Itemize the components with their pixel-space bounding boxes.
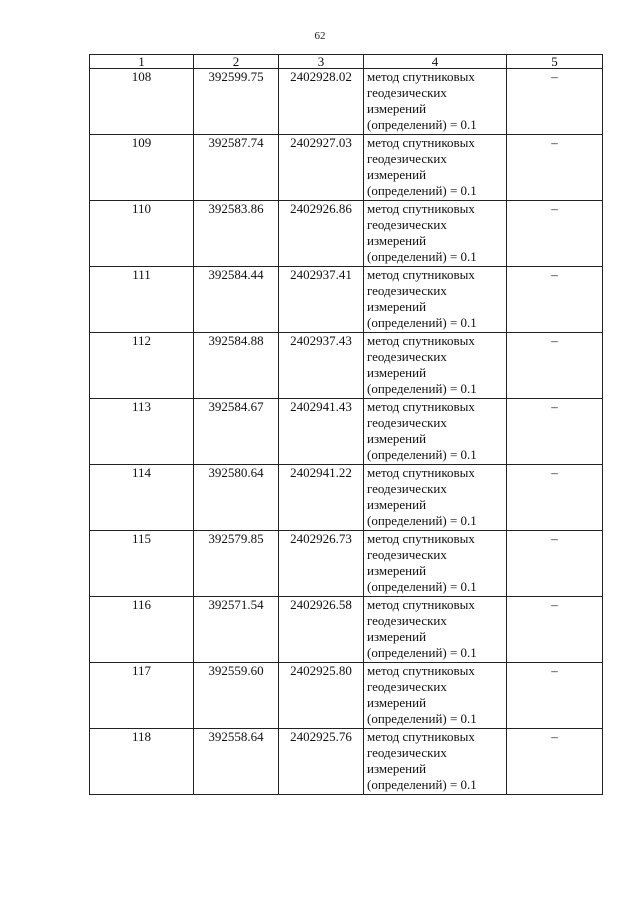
note-cell: – xyxy=(507,69,603,135)
table-row xyxy=(90,267,603,333)
method-cell xyxy=(364,531,507,597)
y-coordinate-cell: 2402926.58 xyxy=(279,597,364,663)
y-coordinate-cell: 2402926.73 xyxy=(279,531,364,597)
y-coordinate-cell: 2402941.43 xyxy=(279,399,364,465)
method-text-line: метод спутниковых xyxy=(367,729,475,744)
method-text-line: геодезических xyxy=(367,481,447,496)
point-number-cell: 108 xyxy=(90,69,194,135)
point-number-cell: 117 xyxy=(90,663,194,729)
point-number-cell: 111 xyxy=(90,267,194,333)
method-cell xyxy=(364,597,507,663)
method-text-line: измерений xyxy=(367,299,427,314)
method-text-line: (определений) = 0.1 xyxy=(367,777,477,792)
method-text-line: измерений xyxy=(367,695,427,710)
method-text-line: измерений xyxy=(367,101,427,116)
method-cell xyxy=(364,663,507,729)
method-text-line: (определений) = 0.1 xyxy=(367,645,477,660)
note-cell: – xyxy=(507,663,603,729)
table-row xyxy=(90,399,603,465)
point-number-cell: 110 xyxy=(90,201,194,267)
method-text-line: (определений) = 0.1 xyxy=(367,183,477,198)
method-text-line: измерений xyxy=(367,761,427,776)
column-header: 2 xyxy=(194,55,279,69)
method-text-line: геодезических xyxy=(367,217,447,232)
point-number-cell: 112 xyxy=(90,333,194,399)
method-text-line: (определений) = 0.1 xyxy=(367,381,477,396)
method-text-line: геодезических xyxy=(367,547,447,562)
column-header: 1 xyxy=(90,55,194,69)
table-row xyxy=(90,663,603,729)
y-coordinate-cell: 2402925.80 xyxy=(279,663,364,729)
method-text-line: (определений) = 0.1 xyxy=(367,315,477,330)
method-text-line: метод спутниковых xyxy=(367,135,475,150)
method-text-line: метод спутниковых xyxy=(367,69,475,84)
coordinates-table xyxy=(89,54,603,795)
point-number-cell: 114 xyxy=(90,465,194,531)
method-text-line: геодезических xyxy=(367,415,447,430)
method-text-line: (определений) = 0.1 xyxy=(367,117,477,132)
note-cell: – xyxy=(507,597,603,663)
table-header-row xyxy=(90,55,603,69)
method-text-line: геодезических xyxy=(367,613,447,628)
method-text-line: метод спутниковых xyxy=(367,201,475,216)
method-cell xyxy=(364,399,507,465)
method-text-line: метод спутниковых xyxy=(367,399,475,414)
method-text-line: метод спутниковых xyxy=(367,465,475,480)
method-cell xyxy=(364,201,507,267)
table-row xyxy=(90,531,603,597)
method-cell xyxy=(364,135,507,201)
table-row xyxy=(90,135,603,201)
x-coordinate-cell: 392579.85 xyxy=(194,531,279,597)
method-text-line: измерений xyxy=(367,563,427,578)
method-cell xyxy=(364,729,507,795)
method-text-line: (определений) = 0.1 xyxy=(367,513,477,528)
method-text-line: измерений xyxy=(367,167,427,182)
method-cell xyxy=(364,333,507,399)
page-number: 62 xyxy=(314,30,326,42)
method-text-line: (определений) = 0.1 xyxy=(367,249,477,264)
y-coordinate-cell: 2402925.76 xyxy=(279,729,364,795)
y-coordinate-cell: 2402941.22 xyxy=(279,465,364,531)
note-cell: – xyxy=(507,729,603,795)
point-number-cell: 115 xyxy=(90,531,194,597)
x-coordinate-cell: 392584.44 xyxy=(194,267,279,333)
y-coordinate-cell: 2402937.43 xyxy=(279,333,364,399)
note-cell: – xyxy=(507,465,603,531)
point-number-cell: 109 xyxy=(90,135,194,201)
x-coordinate-cell: 392584.88 xyxy=(194,333,279,399)
table-row xyxy=(90,729,603,795)
method-cell xyxy=(364,465,507,531)
method-text-line: (определений) = 0.1 xyxy=(367,579,477,594)
column-header: 3 xyxy=(279,55,364,69)
method-text-line: метод спутниковых xyxy=(367,531,475,546)
table-row xyxy=(90,597,603,663)
column-header: 4 xyxy=(364,55,507,69)
method-text-line: измерений xyxy=(367,497,427,512)
table-row xyxy=(90,465,603,531)
note-cell: – xyxy=(507,135,603,201)
column-header: 5 xyxy=(507,55,603,69)
method-text-line: метод спутниковых xyxy=(367,267,475,282)
y-coordinate-cell: 2402937.41 xyxy=(279,267,364,333)
method-text-line: метод спутниковых xyxy=(367,333,475,348)
method-cell xyxy=(364,267,507,333)
y-coordinate-cell: 2402927.03 xyxy=(279,135,364,201)
x-coordinate-cell: 392580.64 xyxy=(194,465,279,531)
table-row xyxy=(90,69,603,135)
method-text-line: геодезических xyxy=(367,349,447,364)
note-cell: – xyxy=(507,267,603,333)
method-text-line: (определений) = 0.1 xyxy=(367,711,477,726)
x-coordinate-cell: 392583.86 xyxy=(194,201,279,267)
method-text-line: геодезических xyxy=(367,679,447,694)
method-text-line: измерений xyxy=(367,629,427,644)
note-cell: – xyxy=(507,201,603,267)
method-text-line: измерений xyxy=(367,365,427,380)
method-text-line: геодезических xyxy=(367,745,447,760)
method-text-line: измерений xyxy=(367,233,427,248)
y-coordinate-cell: 2402928.02 xyxy=(279,69,364,135)
method-text-line: измерений xyxy=(367,431,427,446)
note-cell: – xyxy=(507,333,603,399)
table-row xyxy=(90,333,603,399)
point-number-cell: 118 xyxy=(90,729,194,795)
x-coordinate-cell: 392599.75 xyxy=(194,69,279,135)
point-number-cell: 113 xyxy=(90,399,194,465)
x-coordinate-cell: 392571.54 xyxy=(194,597,279,663)
method-text-line: геодезических xyxy=(367,151,447,166)
method-text-line: (определений) = 0.1 xyxy=(367,447,477,462)
x-coordinate-cell: 392587.74 xyxy=(194,135,279,201)
note-cell: – xyxy=(507,531,603,597)
y-coordinate-cell: 2402926.86 xyxy=(279,201,364,267)
point-number-cell: 116 xyxy=(90,597,194,663)
method-text-line: геодезических xyxy=(367,85,447,100)
method-text-line: метод спутниковых xyxy=(367,663,475,678)
x-coordinate-cell: 392584.67 xyxy=(194,399,279,465)
x-coordinate-cell: 392559.60 xyxy=(194,663,279,729)
note-cell: – xyxy=(507,399,603,465)
x-coordinate-cell: 392558.64 xyxy=(194,729,279,795)
method-cell xyxy=(364,69,507,135)
method-text-line: метод спутниковых xyxy=(367,597,475,612)
table-row xyxy=(90,201,603,267)
method-text-line: геодезических xyxy=(367,283,447,298)
